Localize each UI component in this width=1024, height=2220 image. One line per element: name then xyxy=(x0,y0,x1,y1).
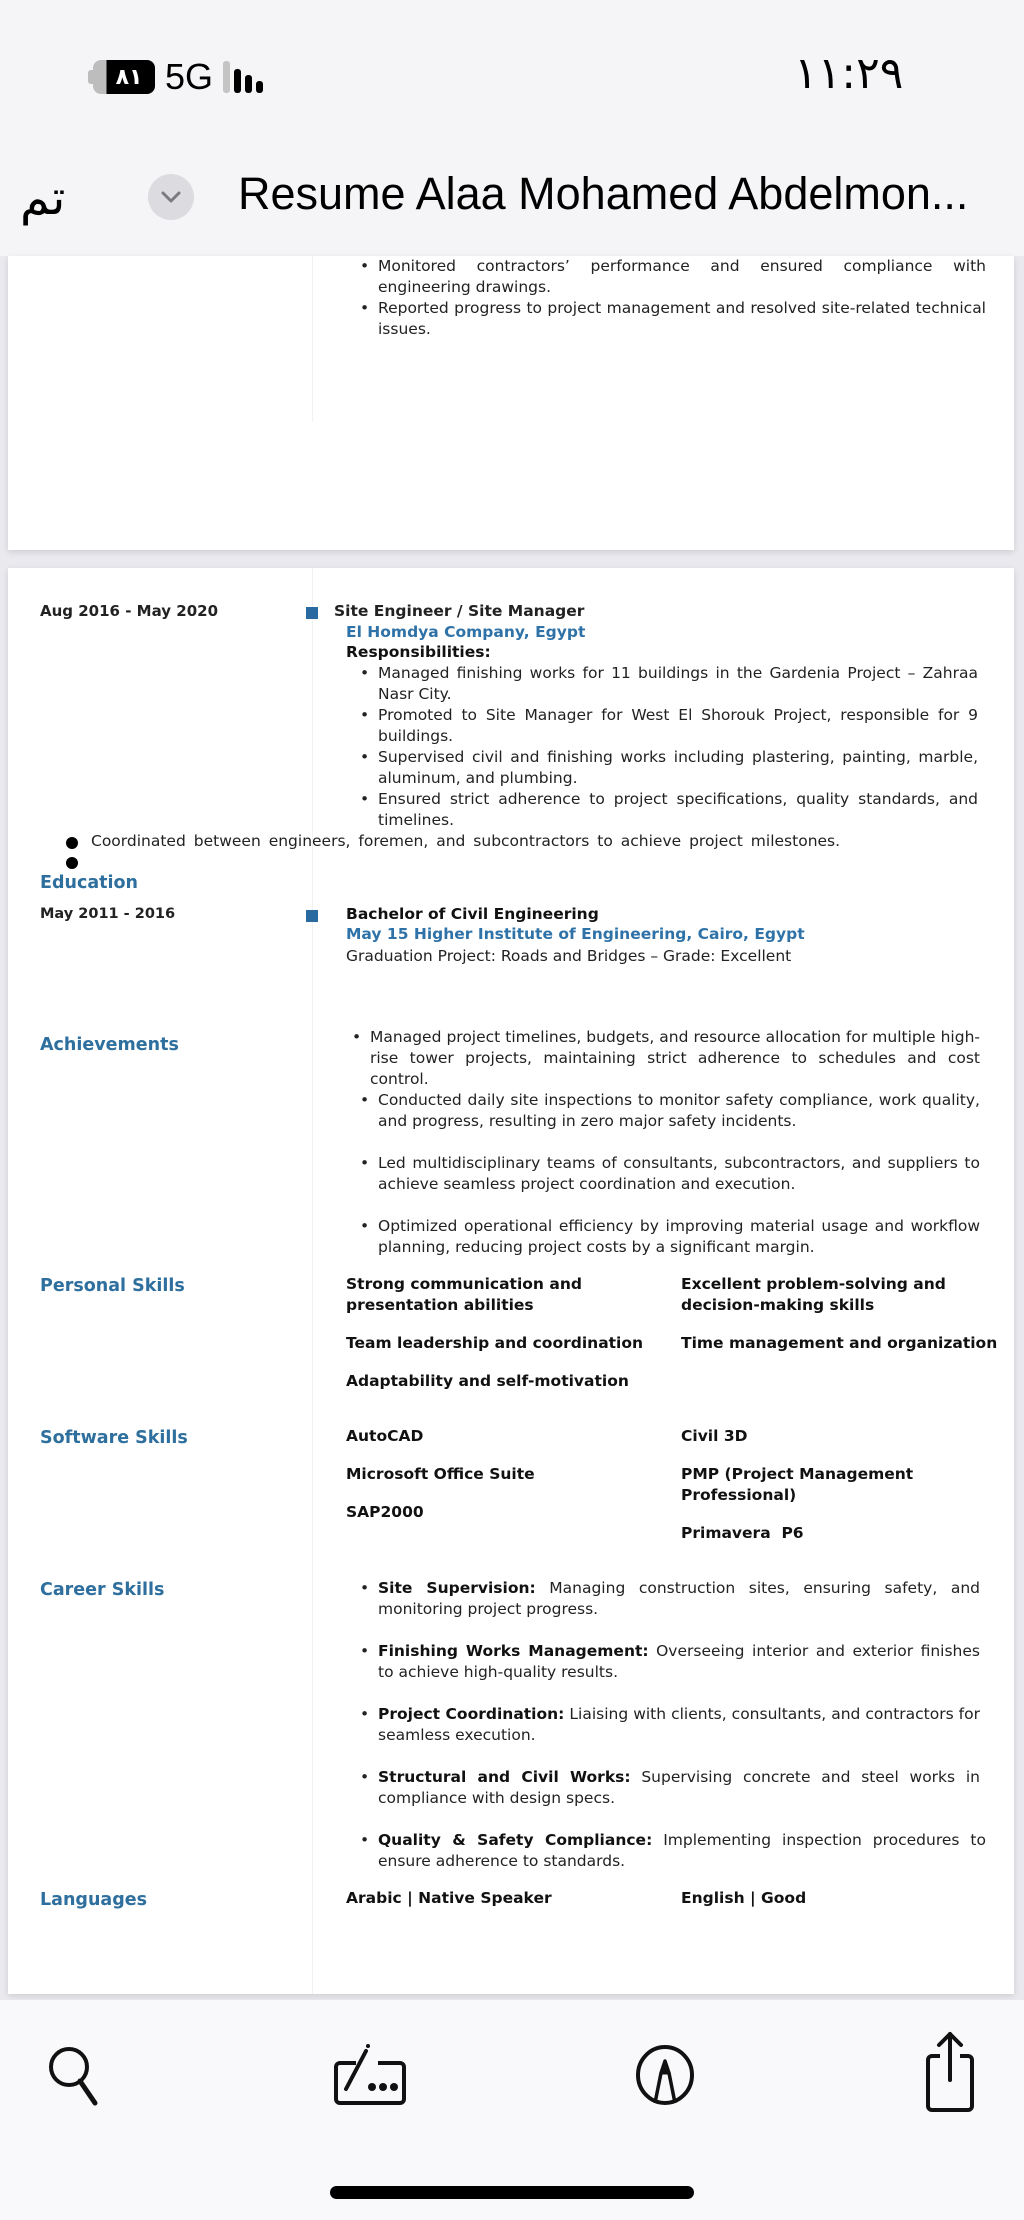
career-skill-text: Liaising with clients, consultants, and contractors for seamless execution. xyxy=(378,1705,980,1744)
skill-item: Strong communication and presentation abilities xyxy=(346,1275,582,1314)
search-button[interactable] xyxy=(40,2040,110,2110)
career-skill-text: Implementing inspection procedures to ensure adherence to standards. xyxy=(378,1831,986,1870)
career-skill-title: Finishing Works Management: xyxy=(378,1642,649,1660)
degree: Bachelor of Civil Engineering xyxy=(346,905,599,923)
education-date: May 2011 - 2016 xyxy=(40,906,176,922)
section-heading-career-skills: Career Skills xyxy=(40,1580,165,1600)
software-item: AutoCAD xyxy=(346,1427,424,1445)
section-heading-languages: Languages xyxy=(40,1890,148,1910)
battery-icon xyxy=(88,60,155,94)
battery-level: ٨١ xyxy=(93,60,155,94)
language-item: English | Good xyxy=(681,1889,807,1907)
network-type: 5G xyxy=(165,56,214,97)
column-divider xyxy=(312,256,313,422)
title-menu-button[interactable] xyxy=(148,174,194,220)
career-skill-item xyxy=(378,1641,980,1683)
section-heading-achievements: Achievements xyxy=(40,1035,179,1055)
list-item: • Ensured strict adherence to project specifications, quality standards, and timelines. xyxy=(378,789,978,831)
pen-markup-button[interactable] xyxy=(630,2040,700,2110)
career-skill-title: Structural and Civil Works: xyxy=(378,1768,631,1786)
company-name: El Homdya Company, Egypt xyxy=(346,623,586,641)
list-item: • Supervised civil and finishing works including plastering, painting, marble, aluminum, and plumbing. xyxy=(378,747,978,789)
list-item: Coordinated between engineers, foremen, and subcontractors to achieve project milestones. xyxy=(91,832,841,850)
document-page-2 xyxy=(8,568,1014,1994)
list-item: • Reported progress to project management and resolved site-related technical issues. xyxy=(378,298,986,340)
status-bar-left xyxy=(88,56,263,98)
skill-item: Time management and organization xyxy=(681,1334,998,1352)
career-skill-item xyxy=(378,1704,980,1746)
list-item: • Managed finishing works for 11 buildings in the Gardenia Project – Zahraa Nasr City. xyxy=(378,663,978,705)
career-skill-text: Supervising concrete and steel works in compliance with design specs. xyxy=(378,1768,980,1807)
bullet-icon xyxy=(66,837,78,849)
language-item: Arabic | Native Speaker xyxy=(346,1889,552,1907)
top-bar xyxy=(0,0,1024,256)
list-item: • Conducted daily site inspections to monitor safety compliance, work quality, and progress, resulting in zero major safety incidents. xyxy=(378,1090,980,1132)
skill-item: Adaptability and self-motivation xyxy=(346,1372,629,1390)
home-indicator[interactable] xyxy=(330,2186,694,2199)
career-skill-item xyxy=(378,1578,980,1620)
skill-item: Excellent problem-solving and decision-making skills xyxy=(681,1275,946,1314)
markup-text-icon xyxy=(334,2043,410,2107)
document-page-1 xyxy=(8,256,1014,550)
career-skill-item xyxy=(378,1767,980,1809)
career-skill-title: Project Coordination: xyxy=(378,1705,565,1723)
career-skill-text: Managing construction sites, ensuring safety, and monitoring project progress. xyxy=(378,1579,980,1618)
bullet-icon xyxy=(66,857,78,869)
software-item: Microsoft Office Suite xyxy=(346,1465,535,1483)
job-role: Site Engineer / Site Manager xyxy=(334,602,585,620)
career-skill-title: Site Supervision: xyxy=(378,1579,536,1597)
bottom-toolbar xyxy=(0,2000,1024,2220)
share-button[interactable] xyxy=(915,2030,985,2114)
signal-icon xyxy=(223,61,263,93)
section-heading-personal-skills: Personal Skills xyxy=(40,1276,185,1296)
search-icon xyxy=(45,2043,105,2107)
career-skill-item xyxy=(378,1830,986,1872)
list-item: • Managed project timelines, budgets, and resource allocation for multiple high-rise tower projects, maintaining strict adherence to schedules and cost control. xyxy=(370,1027,980,1090)
done-button[interactable]: تم xyxy=(20,170,66,226)
list-item: • Led multidisciplinary teams of consultants, subcontractors, and suppliers to achieve seamless project coordination and execution. xyxy=(378,1153,980,1195)
section-marker-icon xyxy=(306,910,318,922)
section-marker-icon xyxy=(306,607,318,619)
chevron-down-icon xyxy=(160,190,182,204)
share-icon xyxy=(924,2030,976,2114)
software-item: Primavera P6 xyxy=(681,1524,804,1542)
list-item: • Monitored contractors’ performance and ensured compliance with engineering drawings. xyxy=(378,256,986,298)
document-title[interactable]: Resume Alaa Mohamed Abdelmon... xyxy=(238,168,969,219)
list-item: • Promoted to Site Manager for West El Shorouk Project, responsible for 9 buildings. xyxy=(378,705,978,747)
career-skill-text: Overseeing interior and exterior finishes to achieve high-quality results. xyxy=(378,1642,980,1681)
section-heading-education: Education xyxy=(40,873,138,893)
section-heading-software-skills: Software Skills xyxy=(40,1428,188,1448)
career-skill-title: Quality & Safety Compliance: xyxy=(378,1831,653,1849)
column-divider xyxy=(312,568,313,1994)
skill-item: Team leadership and coordination xyxy=(346,1334,644,1352)
software-item: PMP (Project Management Professional) xyxy=(681,1465,914,1504)
markup-text-button[interactable] xyxy=(334,2040,410,2110)
software-item: Civil 3D xyxy=(681,1427,748,1445)
list-item: • Optimized operational efficiency by improving material usage and workflow planning, reducing project costs by a significant margin. xyxy=(378,1216,980,1258)
software-item: SAP2000 xyxy=(346,1503,424,1521)
experience-date: Aug 2016 - May 2020 xyxy=(40,602,219,620)
institute-name: May 15 Higher Institute of Engineering, Cairo, Egypt xyxy=(346,925,805,943)
graduation-project: Graduation Project: Roads and Bridges – Grade: Excellent xyxy=(346,947,792,965)
status-time: ١١:٢٩ xyxy=(794,48,904,99)
pen-markup-icon xyxy=(635,2043,695,2107)
responsibilities-label: Responsibilities: xyxy=(346,643,491,661)
